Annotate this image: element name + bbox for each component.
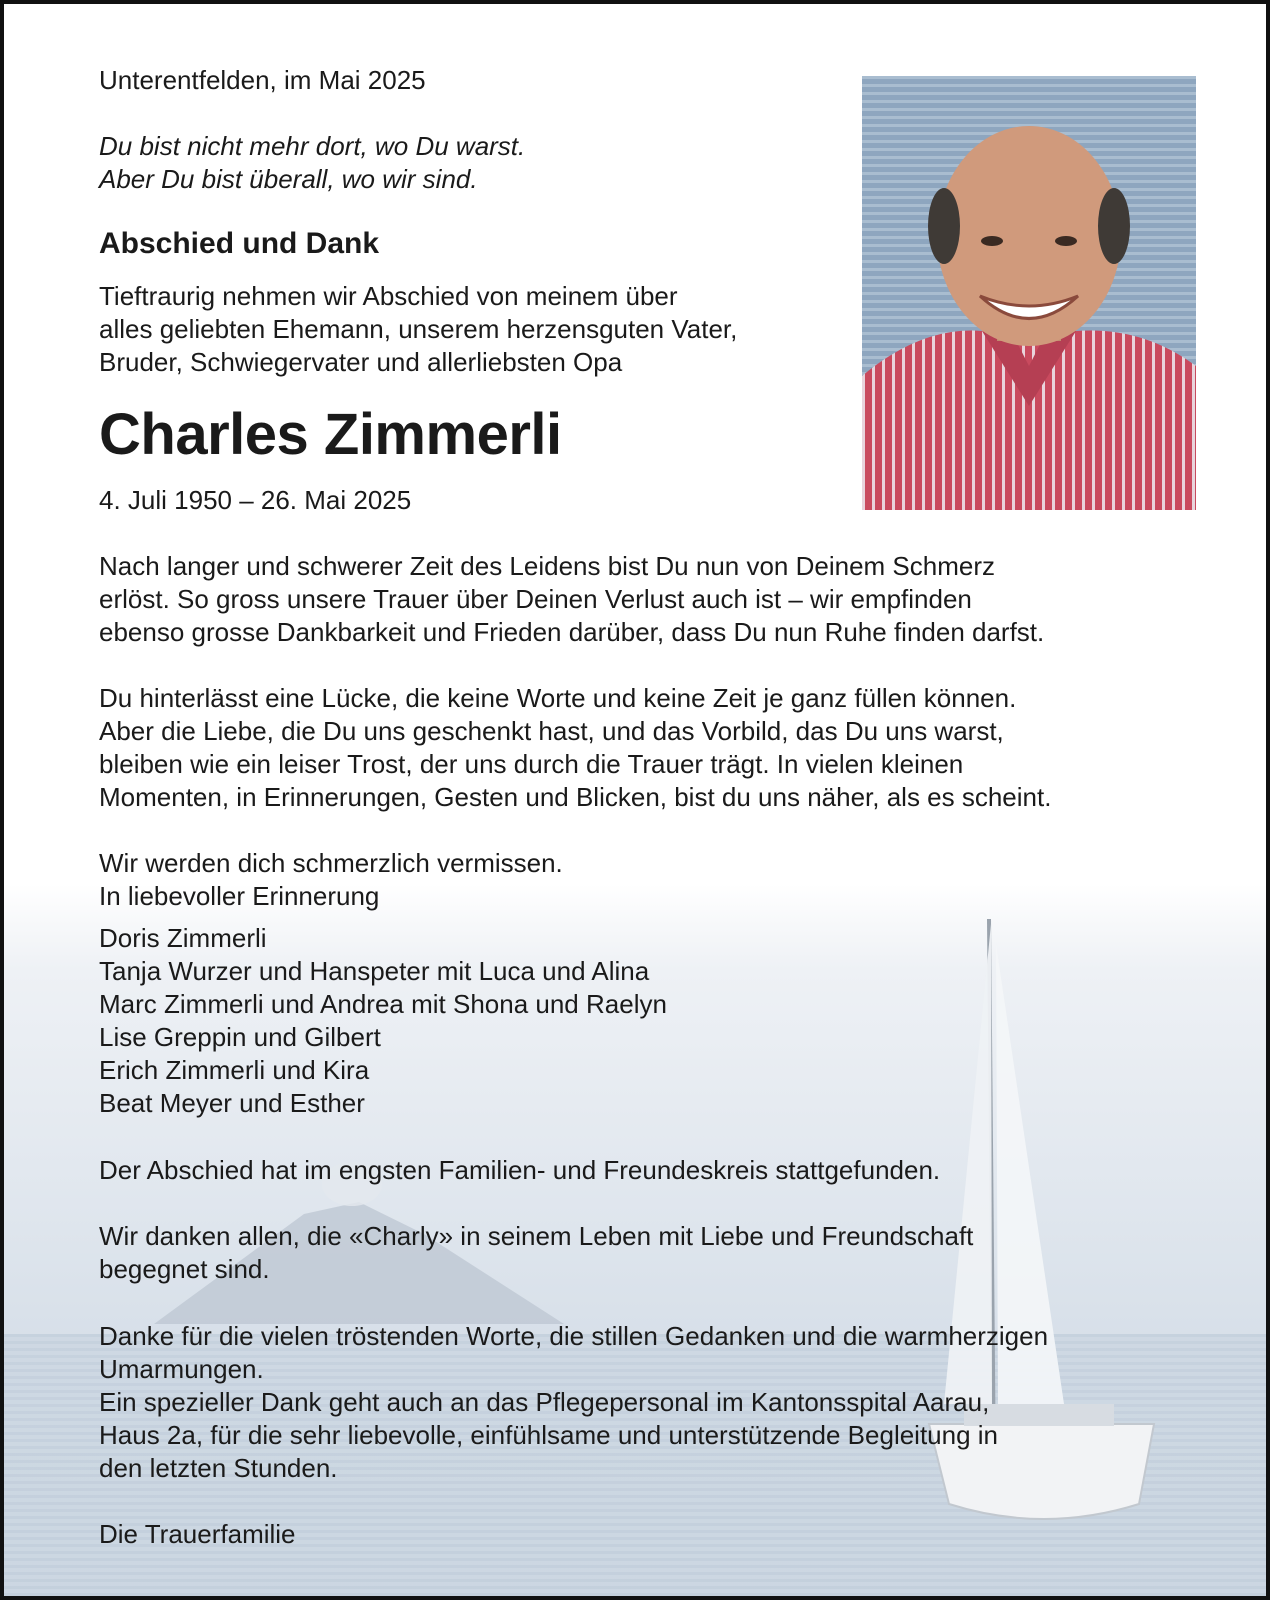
farewell-note: Der Abschied hat im engsten Familien- und Freundeskreis stattgefunden.: [99, 1155, 941, 1185]
mourner-2: Tanja Wurzer und Hanspeter mit Luca und Alina: [99, 956, 650, 986]
paragraph-1-line-3: ebenso grosse Dankbarkeit und Frieden darüber, dass Du nun Ruhe finden darfst.: [99, 617, 1045, 647]
paragraph-1-line-2: erlöst. So gross unsere Trauer über Deinen Verlust auch ist – wir empfinden: [99, 584, 972, 614]
hair-left: [928, 188, 960, 264]
thanks-2-line-1: Danke für die vielen tröstenden Worte, die stillen Gedanken und die warmherzigen: [99, 1321, 1049, 1351]
paragraph-2-line-1: Du hinterlässt eine Lücke, die keine Worte und keine Zeit je ganz füllen können.: [99, 683, 1017, 713]
thanks-2-line-5: den letzten Stunden.: [99, 1453, 338, 1483]
portrait-photo: [862, 76, 1196, 510]
paragraph-3-line-2: In liebevoller Erinnerung: [99, 881, 380, 911]
thanks-2-line-4: Haus 2a, für die sehr liebevolle, einfühlsame und unterstützende Begleitung in: [99, 1420, 999, 1450]
mourner-6: Beat Meyer und Esther: [99, 1088, 365, 1118]
hair-right: [1098, 188, 1130, 264]
shirt: [862, 330, 1196, 510]
mourner-3: Marc Zimmerli und Andrea mit Shona und Raelyn: [99, 989, 667, 1019]
intro-line-3: Bruder, Schwiegervater und allerliebsten Opa: [99, 347, 623, 377]
thanks-2-line-2: Umarmungen.: [99, 1354, 264, 1384]
life-dates: 4. Juli 1950 – 26. Mai 2025: [99, 485, 412, 515]
mourner-4: Lise Greppin und Gilbert: [99, 1022, 381, 1052]
eye-right: [1055, 236, 1077, 246]
paragraph-1-line-1: Nach langer und schwerer Zeit des Leidens bist Du nun von Deinem Schmerz: [99, 551, 996, 581]
thanks-1-line-1: Wir danken allen, die «Charly» in seinem Leben mit Liebe und Freundschaft: [99, 1221, 974, 1251]
intro-line-2: alles geliebten Ehemann, unserem herzensguten Vater,: [99, 314, 738, 344]
quote-line-1: Du bist nicht mehr dort, wo Du warst.: [99, 131, 526, 161]
section-heading: Abschied und Dank: [99, 227, 380, 260]
intro-line-1: Tieftraurig nehmen wir Abschied von meinem über: [99, 281, 678, 311]
paragraph-2-line-3: bleiben wie ein leiser Trost, der uns durch die Trauer trägt. In vielen kleinen: [99, 749, 964, 779]
paragraph-2-line-4: Momenten, in Erinnerungen, Gesten und Blicken, bist du uns näher, als es scheint.: [99, 782, 1052, 812]
quote-line-2: Aber Du bist überall, wo wir sind.: [99, 164, 478, 194]
mourner-5: Erich Zimmerli und Kira: [99, 1055, 370, 1085]
place-date: Unterentfelden, im Mai 2025: [99, 65, 426, 95]
paragraph-3-line-1: Wir werden dich schmerzlich vermissen.: [99, 848, 563, 878]
paragraph-2-line-2: Aber die Liebe, die Du uns geschenkt hast, und das Vorbild, das Du uns warst,: [99, 716, 1004, 746]
thanks-1-line-2: begegnet sind.: [99, 1254, 270, 1284]
deceased-name: Charles Zimmerli: [99, 402, 562, 467]
signature: Die Trauerfamilie: [99, 1519, 296, 1549]
mourner-1: Doris Zimmerli: [99, 923, 267, 953]
thanks-2-line-3: Ein spezieller Dank geht auch an das Pflegepersonal im Kantonsspital Aarau,: [99, 1387, 990, 1417]
eye-left: [981, 236, 1003, 246]
